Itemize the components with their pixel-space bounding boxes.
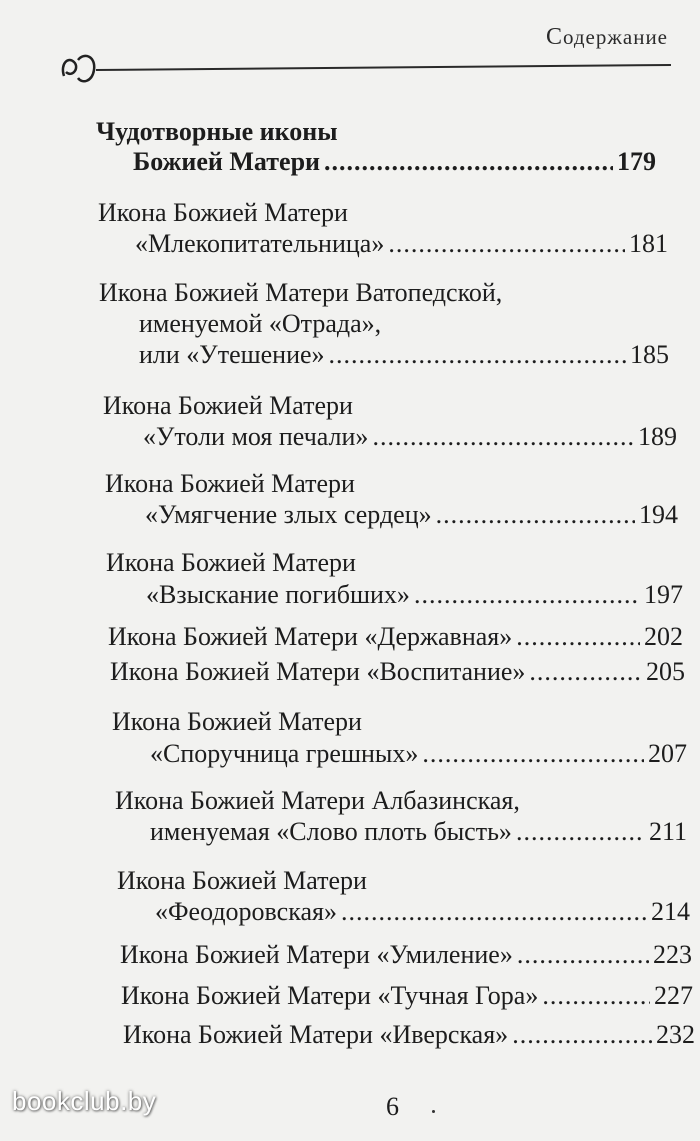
toc-entry[interactable]: «Утоли моя печали» ..... 189 xyxy=(143,420,677,454)
toc-entry-line: Икона Божией Матери xyxy=(98,198,348,227)
toc-entry[interactable]: «Умягчение злых сердец» ..... 194 xyxy=(145,498,678,532)
toc-entry[interactable]: или «Утешение» ..... 185 xyxy=(139,338,669,372)
toc-entry-line: Икона Божией Матери Ватопедской, xyxy=(99,278,503,307)
toc-entry[interactable]: Икона Божией Матери «Воспитание» ..... 205 xyxy=(110,655,685,689)
toc-entry-line: именуемой «Отрада», xyxy=(139,309,382,338)
page-number: 185 xyxy=(630,340,669,369)
toc-entry[interactable]: Икона Божией Матери «Иверская» ..... 232 xyxy=(123,1018,695,1052)
toc-entry-line: Икона Божией Матери Албазинская, xyxy=(115,786,520,815)
toc-entry[interactable]: именуемая «Слово плоть бысть» ..... 211 xyxy=(150,815,687,849)
leader-dots xyxy=(542,979,650,1013)
toc-entry[interactable]: «Млекопитательница» ..... 181 xyxy=(135,227,668,261)
leader-dots xyxy=(436,498,635,532)
leader-dots xyxy=(516,620,640,654)
running-head-text: одержание xyxy=(562,25,668,49)
page-number: 179 xyxy=(617,147,656,176)
toc-entry-line: Икона Божией Матери xyxy=(112,707,362,736)
leader-dots xyxy=(372,420,634,454)
page-number: 205 xyxy=(646,657,685,686)
watermark: bookclub.by xyxy=(12,1086,157,1116)
leader-dots xyxy=(388,227,625,261)
toc-entry-line: Чудотворные иконы xyxy=(96,117,338,146)
page-number: 189 xyxy=(638,422,677,451)
toc-entry[interactable]: «Споручница грешных» ..... 207 xyxy=(150,737,687,771)
leader-dots xyxy=(529,655,642,689)
leader-dots xyxy=(341,895,647,929)
page-number: 181 xyxy=(629,229,668,258)
page-number: 232 xyxy=(656,1020,695,1049)
toc-entry[interactable]: Икона Божией Матери «Тучная Гора» ..... 227 xyxy=(121,979,693,1013)
page-number: 194 xyxy=(639,500,678,529)
page-number: 207 xyxy=(648,739,687,768)
leader-dots xyxy=(329,338,626,372)
toc-entry-line: Икона Божией Матери xyxy=(103,391,353,420)
leader-dots xyxy=(422,737,644,771)
page-number: 223 xyxy=(653,940,692,969)
toc-entry-line: Икона Божией Матери xyxy=(105,469,355,498)
toc-entry-line: Икона Божией Матери xyxy=(117,866,367,895)
leader-dots xyxy=(516,815,645,849)
leader-dots xyxy=(512,1018,652,1052)
toc-entry[interactable]: «Взыскание погибших» ..... 197 xyxy=(146,578,683,612)
running-head-initial: С xyxy=(545,24,563,50)
folio-dot xyxy=(432,1110,435,1113)
toc-entry[interactable]: Божией Матери ..... 179 xyxy=(133,145,656,179)
leader-dots xyxy=(414,578,640,612)
leader-dots xyxy=(324,145,613,179)
page-number: 202 xyxy=(644,622,683,651)
toc-entry[interactable]: «Феодоровская» ..... 214 xyxy=(155,895,690,929)
page-number: 214 xyxy=(651,897,690,926)
page-number: 197 xyxy=(644,580,683,609)
page-folio: 6 xyxy=(386,1092,399,1121)
page-number: 211 xyxy=(648,817,687,846)
toc-entry[interactable]: Икона Божией Матери «Умиление» ..... 223 xyxy=(120,938,692,972)
leader-dots xyxy=(517,938,649,972)
toc-entry-line: Икона Божией Матери xyxy=(106,548,356,577)
page-number: 227 xyxy=(654,981,693,1010)
toc-entry[interactable]: Икона Божией Матери «Державная» ..... 202 xyxy=(108,620,683,654)
